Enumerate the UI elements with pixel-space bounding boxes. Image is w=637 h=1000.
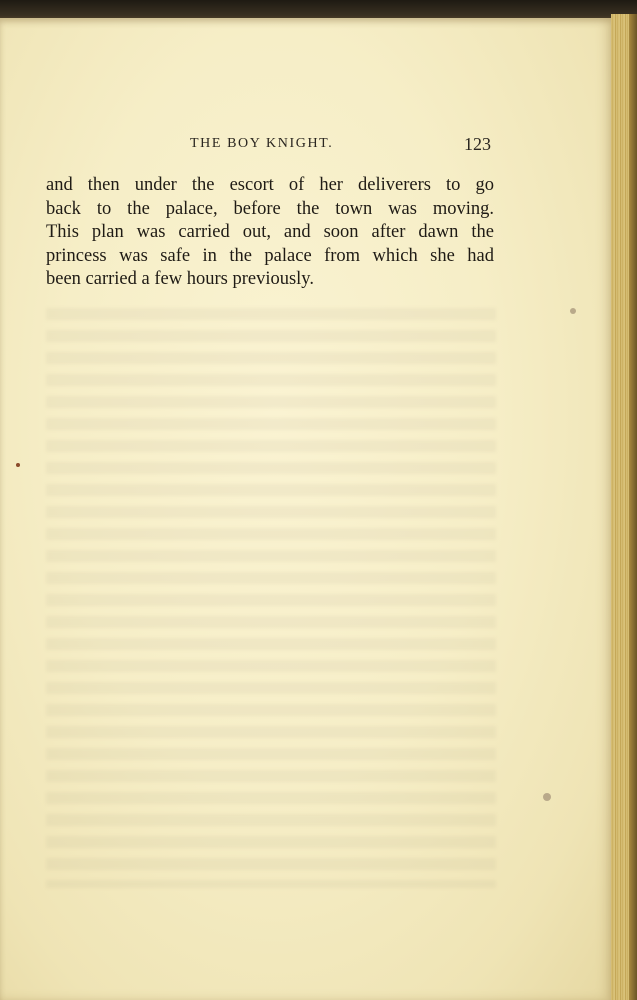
page-edges xyxy=(611,14,637,1000)
text-line-2: back to the palace, before the town was moving. xyxy=(46,198,494,219)
text-line-3: This plan was carried out, and soon after dawn the xyxy=(46,222,494,243)
body-paragraph xyxy=(46,174,494,292)
running-title: THE BOY KNIGHT. xyxy=(190,136,334,151)
paper-speck xyxy=(16,463,20,467)
paper-speck xyxy=(570,308,576,314)
bleed-through-text xyxy=(46,308,496,888)
paper-speck xyxy=(543,793,551,801)
text-line-5: been carried a few hours previously. xyxy=(46,269,314,290)
text-line-4: princess was safe in the palace from which she had xyxy=(46,245,494,266)
text-line-1: and then under the escort of her deliverers to go xyxy=(46,175,494,195)
book-page xyxy=(0,18,612,1000)
page-header xyxy=(0,136,612,156)
page-number: 123 xyxy=(464,134,491,154)
